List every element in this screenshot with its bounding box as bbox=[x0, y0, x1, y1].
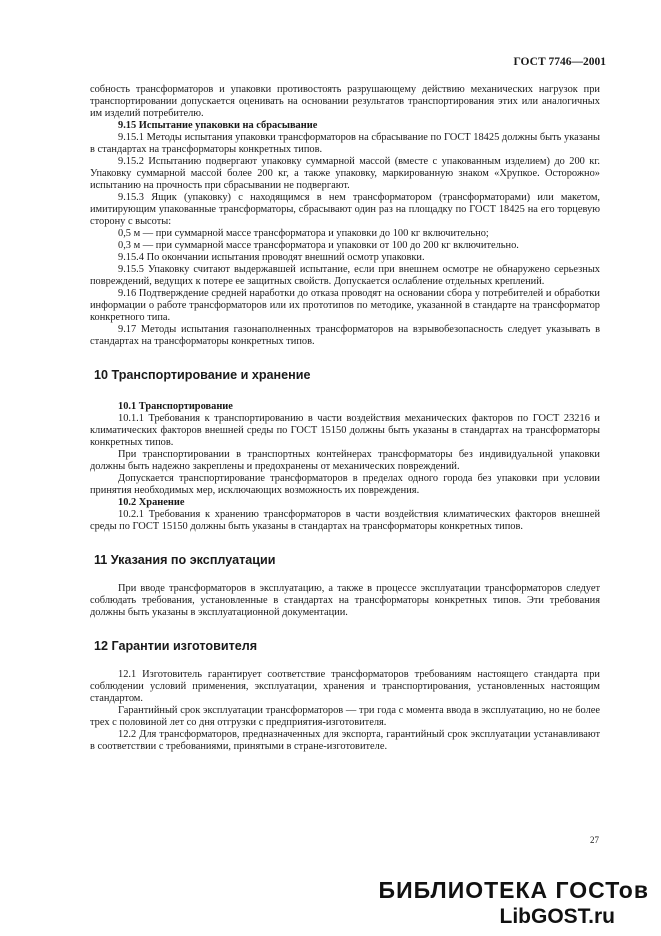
watermark-title: БИБЛИОТЕКА ГОСТов bbox=[378, 877, 649, 903]
paragraph: 0,5 м — при суммарной массе трансформатора и упаковки до 100 кг включительно; bbox=[118, 228, 489, 239]
paragraph: 12.2 Для трансформаторов, предназначенных для экспорта, гарантийный срок эксплуатации устанавливают в соответствии с требованиями, принятыми в стране-изготовителе. bbox=[90, 729, 600, 752]
paragraph: собность трансформаторов и упаковки противостоять разрушающему действию механических нагрузок при транспортировании допускается оценивать на основании результатов транспортирования этих или аналогичных им изделий потребителю. bbox=[90, 84, 600, 119]
paragraph: 10.2.1 Требования к хранению трансформаторов в части воздействия климатических факторов внешней среды по ГОСТ 15150 должны быть указаны в стандартах на трансформаторы конкретных типов. bbox=[90, 509, 600, 532]
section-heading: 10 Транспортирование и хранение bbox=[94, 368, 311, 382]
document-body bbox=[90, 82, 600, 753]
paragraph: 9.15.4 По окончании испытания проводят внешний осмотр упаковки. bbox=[118, 252, 425, 263]
paragraph: 9.15.2 Испытанию подвергают упаковку суммарной массой (вместе с упакованным изделием) до 200 кг. Упаковку суммарной массой более 200 кг, а также упаковку, маркированную знаком «Хрупкое. Осторожно» испытанию на прочность при сбрасывании не подвергают. bbox=[90, 156, 600, 191]
subsection-heading: 10.2 Хранение bbox=[118, 497, 185, 508]
paragraph: 12.1 Изготовитель гарантирует соответствие трансформаторов требованиям настоящего стандарта при соблюдении условий применения, эксплуатации, хранения и транспортирования, установленных настоящим стандартом. bbox=[90, 669, 600, 704]
watermark bbox=[379, 876, 649, 930]
paragraph: Гарантийный срок эксплуатации трансформаторов — три года с момента ввода в эксплуатацию, но не более трех с половиной лет со дня отгрузки с предприятия-изготовителя. bbox=[90, 705, 600, 728]
subsection-heading: 10.1 Транспортирование bbox=[118, 401, 233, 412]
paragraph: 9.15.5 Упаковку считают выдержавшей испытание, если при внешнем осмотре не обнаружено серьезных повреждений, ведущих к потере ее защитных свойств. Допускается ослабление отдельных креплений. bbox=[90, 264, 600, 287]
watermark-url: LibGOST.ru bbox=[499, 905, 615, 928]
section-heading: 12 Гарантии изготовителя bbox=[94, 639, 258, 653]
paragraph: 10.1.1 Требования к транспортированию в части воздействия механических факторов по ГОСТ 23216 и климатических факторов внешней среды по ГОСТ 15150 должны быть указаны в стандартах на трансформаторы конкретных типов. bbox=[90, 413, 600, 448]
section-heading: 11 Указания по эксплуатации bbox=[94, 553, 276, 567]
paragraph: 9.17 Методы испытания газонаполненных трансформаторов на взрывобезопасность следует указывать в стандартах на трансформаторы конкретных типов. bbox=[90, 324, 600, 347]
page-header-doc-code: ГОСТ 7746—2001 bbox=[513, 56, 606, 68]
paragraph: 9.15.1 Методы испытания упаковки трансформаторов на сбрасывание по ГОСТ 18425 должны быть указаны в стандартах на трансформаторы конкретных типов. bbox=[90, 132, 600, 155]
paragraph: Допускается транспортирование трансформаторов в пределах одного города без упаковки при условии принятия необходимых мер, исключающих возможность их повреждения. bbox=[90, 473, 600, 496]
page-number: 27 bbox=[590, 835, 599, 845]
paragraph: 9.15.3 Ящик (упаковку) с находящимся в нем трансформатором (трансформаторами) или макетом, имитирующим упакованные трансформаторы, сбрасывают один раз на площадку по ГОСТ 18425 на его торцевую сторону с высоты: bbox=[90, 192, 600, 227]
paragraph: 9.16 Подтверждение средней наработки до отказа проводят на основании сбора у потребителей и обработки информации о работе трансформаторов или их прототипов по методике, указанной в стандарте на трансформатор конкретного типа. bbox=[90, 288, 600, 323]
paragraph: При транспортировании в транспортных контейнерах трансформаторы без индивидуальной упаковки должны быть надежно закреплены и предохранены от механических повреждений. bbox=[90, 449, 600, 472]
subsection-heading: 9.15 Испытание упаковки на сбрасывание bbox=[118, 120, 318, 131]
paragraph: 0,3 м — при суммарной массе трансформатора и упаковки от 100 до 200 кг включительно. bbox=[118, 240, 519, 251]
paragraph: При вводе трансформаторов в эксплуатацию, а также в процессе эксплуатации трансформаторов следует соблюдать требования, установленные в стандартах на трансформаторы конкретных типов. Эти требования должны быть указаны в эксплуатационной документации. bbox=[90, 583, 600, 618]
